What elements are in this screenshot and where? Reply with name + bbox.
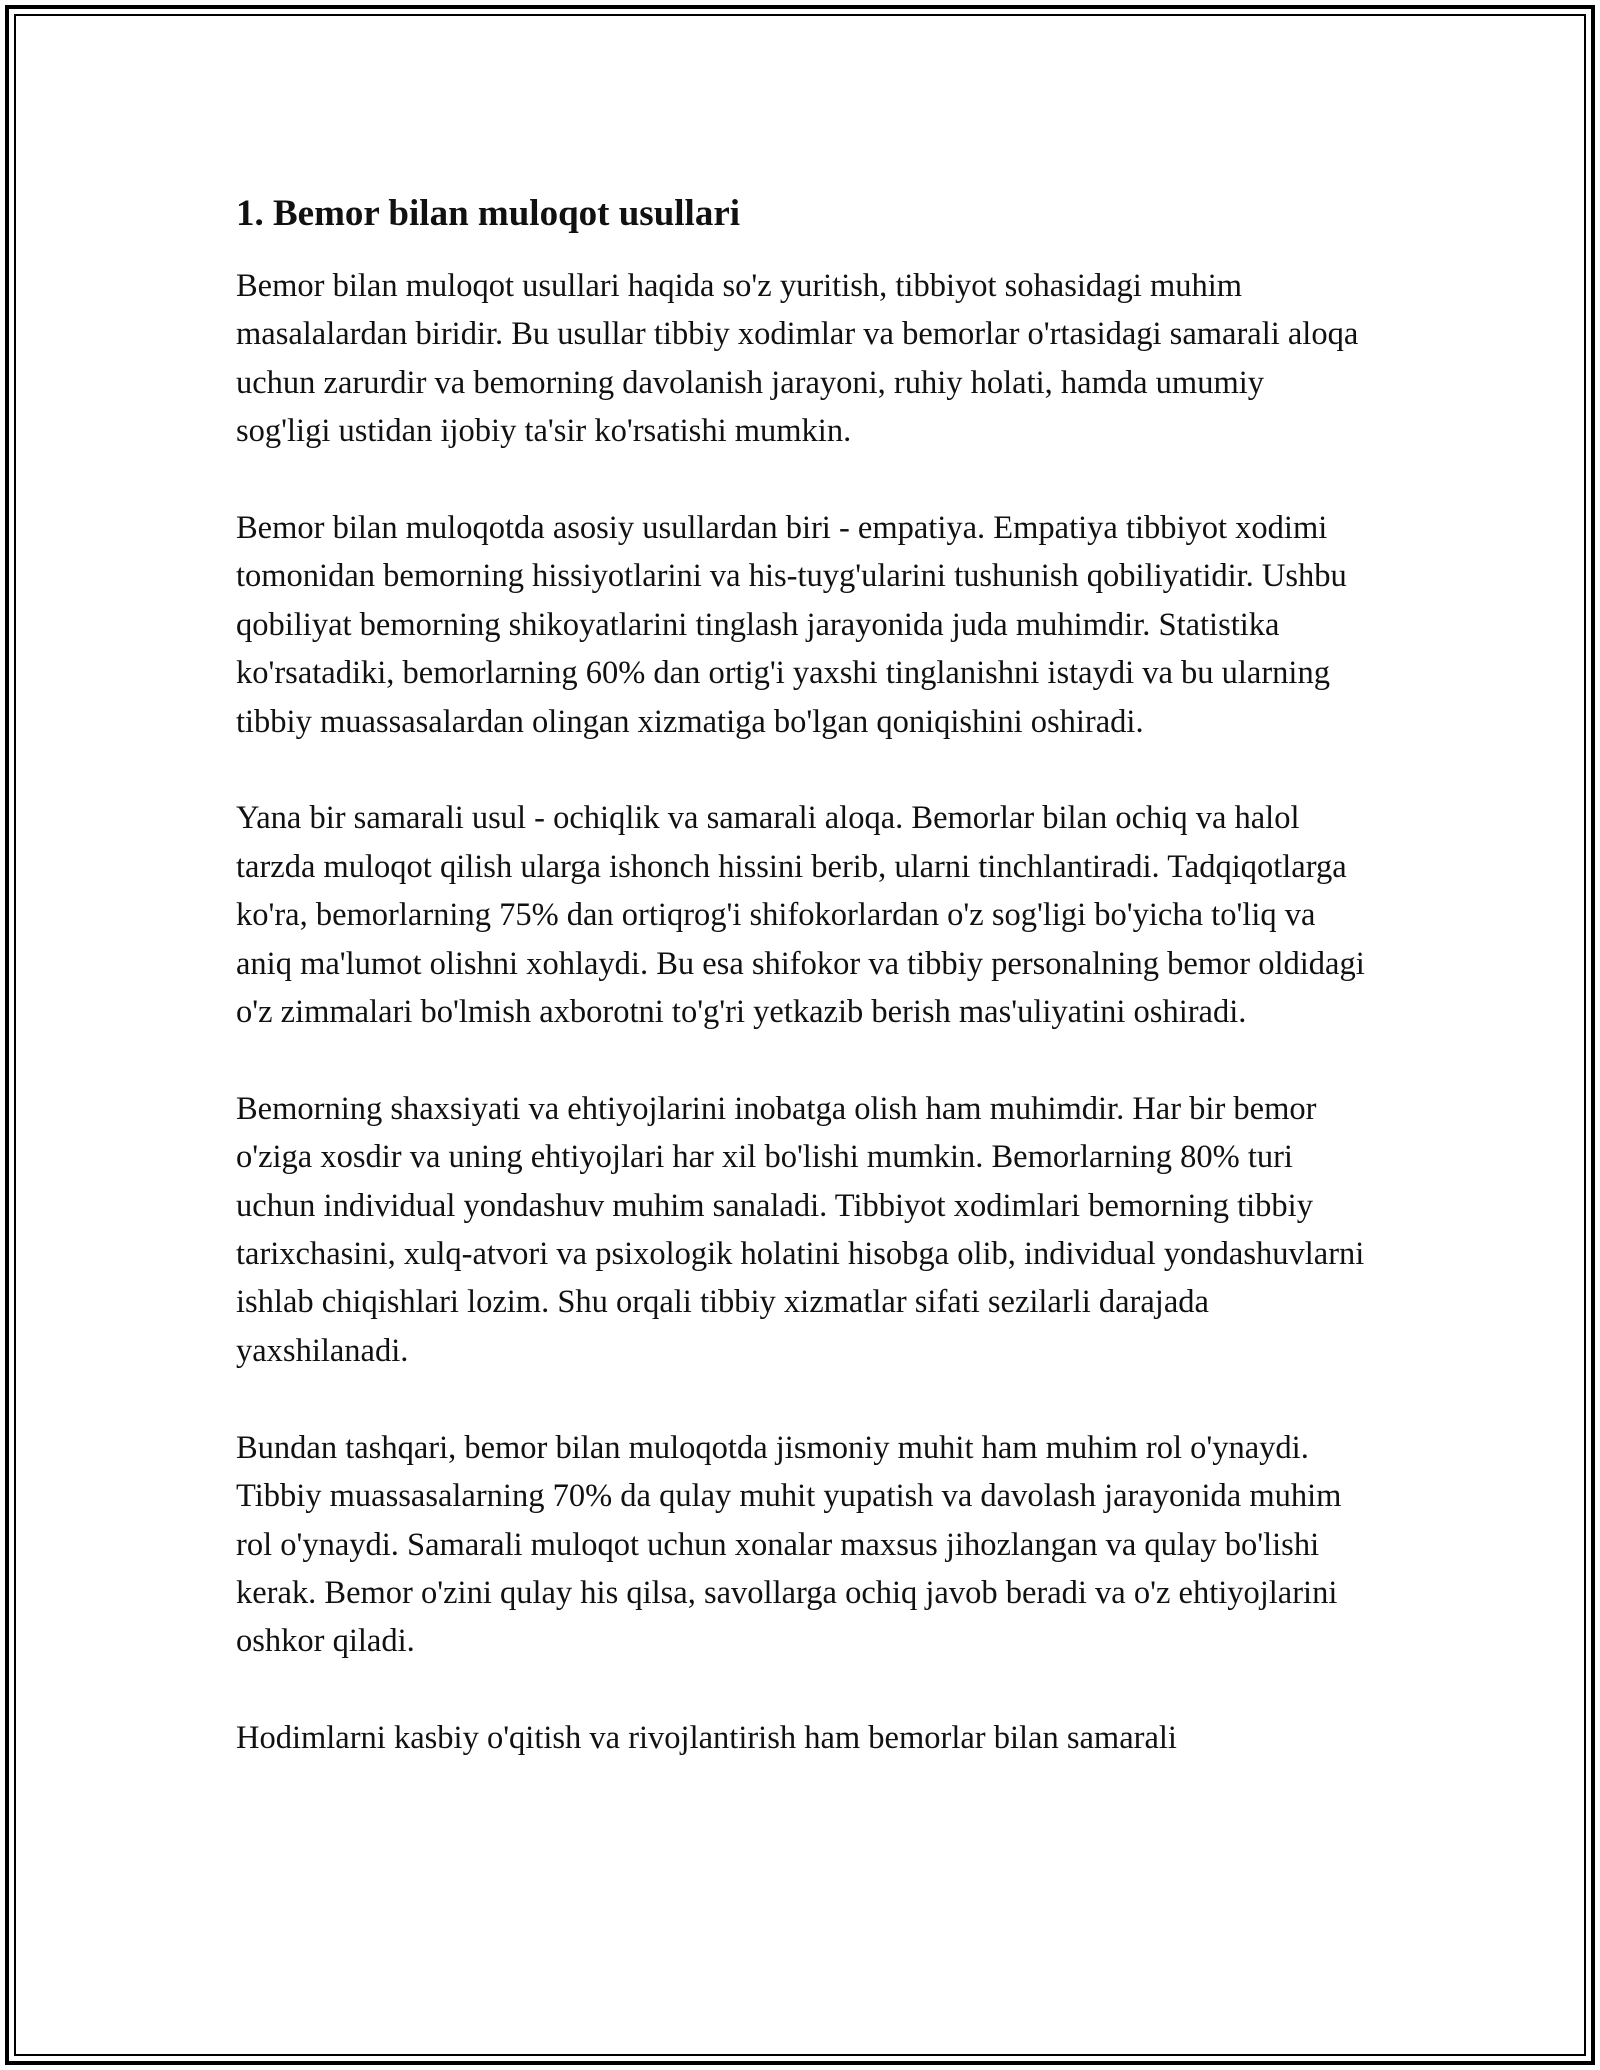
section-heading: 1. Bemor bilan muloqot usullari	[236, 193, 741, 234]
paragraph-staff-training: Hodimlarni kasbiy o'qitish va rivojlantirish ham bemorlar bilan samarali	[236, 1720, 1177, 1757]
paragraph-empathy: Bemor bilan muloqotda asosiy usullardan biri - empatiya. Empatiya tibbiyot xodimi tomonidan bemorning hissiyotlarini va his-tuyg'ularini tushunish qobiliyatidir. Ushbu qobiliyat bemorning shikoyatlarini tinglash jarayonida juda muhimdir. Statistika ko'rsatadiki, bemorlarning 60% dan ortig'i yaxshi tinglanishni istaydi va bu ularning tibbiy muassasalardan olingan xizmatiga bo'lgan qoniqishini oshiradi.	[236, 510, 1347, 740]
paragraph-individual-approach: Bemorning shaxsiyati va ehtiyojlarini inobatga olish ham muhimdir. Har bir bemor o'ziga xosdir va uning ehtiyojlari har xil bo'lishi mumkin. Bemorlarning 80% turi uchun individual yondashuv muhim sanaladi. Tibbiyot xodimlari bemorning tibbiy tarixchasini, xulq-atvori va psixologik holatini hisobga olib, individual yondashuvlarni ishlab chiqishlari lozim. Shu orqali tibbiy xizmatlar sifati sezilarli darajada yaxshilanadi.	[236, 1090, 1365, 1369]
paragraph-physical-environment: Bundan tashqari, bemor bilan muloqotda jismoniy muhit ham muhim rol o'ynaydi. Tibbiy muassasalarning 70% da qulay muhit yupatish va davolash jarayonida muhim rol o'ynaydi. Samarali muloqot uchun xonalar maxsus jihozlangan va qulay bo'lishi kerak. Bemor o'zini qulay his qilsa, savollarga ochiq javob beradi va o'z ehtiyojlarini oshkor qiladi.	[236, 1429, 1342, 1660]
document-body	[236, 186, 1366, 1811]
paragraph-intro: Bemor bilan muloqot usullari haqida so'z yuritish, tibbiyot sohasidagi muhim masalalardan biridir. Bu usullar tibbiy xodimlar va bemorlar o'rtasidagi samarali aloqa uchun zarurdir va bemorning davolanish jarayoni, ruhiy holati, hamda umumiy sog'ligi ustidan ijobiy ta'sir ko'rsatishi mumkin.	[236, 268, 1359, 450]
paragraph-openness: Yana bir samarali usul - ochiqlik va samarali aloqa. Bemorlar bilan ochiq va halol tarzda muloqot qilish ularga ishonch hissini berib, ularni tinchlantiradi. Tadqiqotlarga ko'ra, bemorlarning 75% dan ortiqrog'i shifokorlardan o'z sog'ligi bo'yicha to'liq va aniq ma'lumot olishni xohlaydi. Bu esa shifokor va tibbiy personalning bemor oldidagi o'z zimmalari bo'lmish axborotni to'g'ri yetkazib berish mas'uliyatini oshiradi.	[236, 800, 1365, 1031]
